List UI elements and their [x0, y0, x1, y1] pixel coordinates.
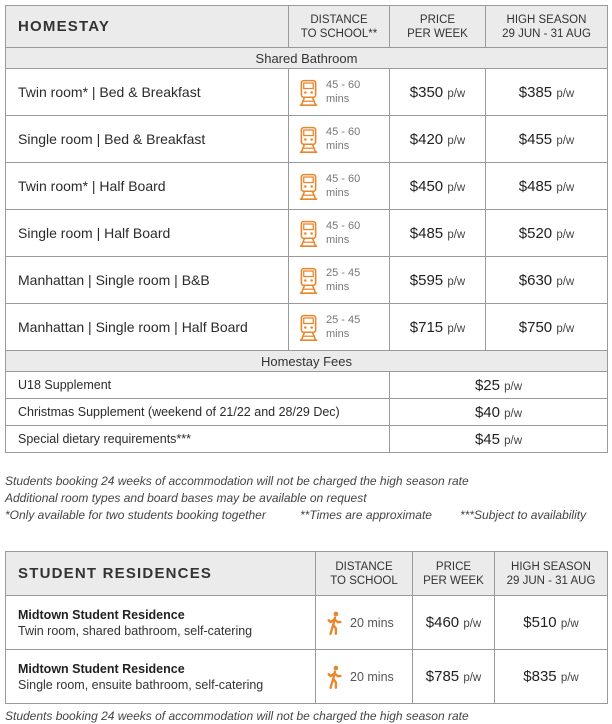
homestay-title: HOMESTAY	[6, 6, 289, 48]
table-row	[6, 163, 608, 210]
table-row	[6, 257, 608, 304]
price-column-header: PRICE PER WEEK	[413, 552, 495, 596]
train-icon	[299, 126, 318, 153]
student-residences-table	[5, 551, 608, 704]
price-per-week: $420 p/w	[390, 116, 486, 163]
table-row	[6, 210, 608, 257]
high-season-price: $455 p/w	[486, 116, 608, 163]
price-per-week: $460 p/w	[413, 596, 495, 650]
price-column-header: PRICE PER WEEK	[390, 6, 486, 48]
residence-name: Midtown Student Residence Single room, ensuite bathroom, self-catering	[6, 650, 316, 704]
table-row	[6, 116, 608, 163]
table-row	[6, 399, 608, 426]
price-per-week: $485 p/w	[390, 210, 486, 257]
homestay-fees-section-header: Homestay Fees	[6, 351, 608, 372]
distance-column-header: DISTANCE TO SCHOOL**	[289, 6, 390, 48]
high-season-price: $750 p/w	[486, 304, 608, 351]
fee-price: $40 p/w	[390, 399, 608, 426]
distance-cell: 20 mins	[316, 650, 413, 704]
price-per-week: $450 p/w	[390, 163, 486, 210]
table-row	[6, 650, 608, 704]
price-per-week: $785 p/w	[413, 650, 495, 704]
price-per-week: $350 p/w	[390, 69, 486, 116]
high-season-price: $835 p/w	[495, 650, 608, 704]
price-per-week: $715 p/w	[390, 304, 486, 351]
residence-name: Midtown Student Residence Twin room, shared bathroom, self-catering	[6, 596, 316, 650]
train-icon	[299, 267, 318, 294]
high-season-price: $385 p/w	[486, 69, 608, 116]
fee-name: U18 Supplement	[6, 372, 390, 399]
fee-name: Special dietary requirements***	[6, 426, 390, 453]
footnote-twin: *Only available for two students booking together	[5, 508, 266, 522]
room-name: Twin room* | Half Board	[6, 163, 289, 210]
fee-name: Christmas Supplement (weekend of 21/22 and 28/29 Dec)	[6, 399, 390, 426]
high-season-column-header: HIGH SEASON 29 JUN - 31 AUG	[486, 6, 608, 48]
footnote-availability: ***Subject to availability	[460, 508, 587, 522]
high-season-column-header: HIGH SEASON 29 JUN - 31 AUG	[495, 552, 608, 596]
high-season-price: $485 p/w	[486, 163, 608, 210]
homestay-notes	[5, 473, 586, 524]
distance-cell: 45 - 60 mins	[289, 210, 390, 257]
homestay-header-row	[6, 6, 608, 48]
high-season-price: $630 p/w	[486, 257, 608, 304]
table-row	[6, 69, 608, 116]
train-icon	[299, 314, 318, 341]
homestay-table	[5, 5, 608, 453]
footnotes	[5, 507, 586, 524]
note-high-season: Students booking 24 weeks of accommodation will not be charged the high season rate	[5, 474, 469, 488]
table-row	[6, 596, 608, 650]
footnote-times: **Times are approximate	[300, 508, 432, 522]
table-row	[6, 372, 608, 399]
distance-cell: 25 - 45 mins	[289, 304, 390, 351]
fee-price: $25 p/w	[390, 372, 608, 399]
room-name: Single room | Bed & Breakfast	[6, 116, 289, 163]
shared-bathroom-section-header: Shared Bathroom	[6, 48, 608, 69]
room-name: Single room | Half Board	[6, 210, 289, 257]
walking-person-icon	[326, 611, 344, 635]
distance-column-header: DISTANCE TO SCHOOL	[316, 552, 413, 596]
distance-cell: 20 mins	[316, 596, 413, 650]
train-icon	[299, 173, 318, 200]
distance-cell: 25 - 45 mins	[289, 257, 390, 304]
residences-header-row	[6, 552, 608, 596]
room-name: Manhattan | Single room | B&B	[6, 257, 289, 304]
walking-person-icon	[326, 665, 344, 689]
room-name: Twin room* | Bed & Breakfast	[6, 69, 289, 116]
distance-cell: 45 - 60 mins	[289, 163, 390, 210]
table-row	[6, 304, 608, 351]
price-per-week: $595 p/w	[390, 257, 486, 304]
distance-cell: 45 - 60 mins	[289, 69, 390, 116]
distance-cell: 45 - 60 mins	[289, 116, 390, 163]
fee-price: $45 p/w	[390, 426, 608, 453]
residences-title: STUDENT RESIDENCES	[6, 552, 316, 596]
high-season-price: $520 p/w	[486, 210, 608, 257]
note-additional-rooms: Additional room types and board bases may be available on request	[5, 491, 367, 505]
room-name: Manhattan | Single room | Half Board	[6, 304, 289, 351]
train-icon	[299, 220, 318, 247]
residences-note: Students booking 24 weeks of accommodation will not be charged the high season rate	[5, 709, 469, 723]
high-season-price: $510 p/w	[495, 596, 608, 650]
table-row	[6, 426, 608, 453]
train-icon	[299, 79, 318, 106]
